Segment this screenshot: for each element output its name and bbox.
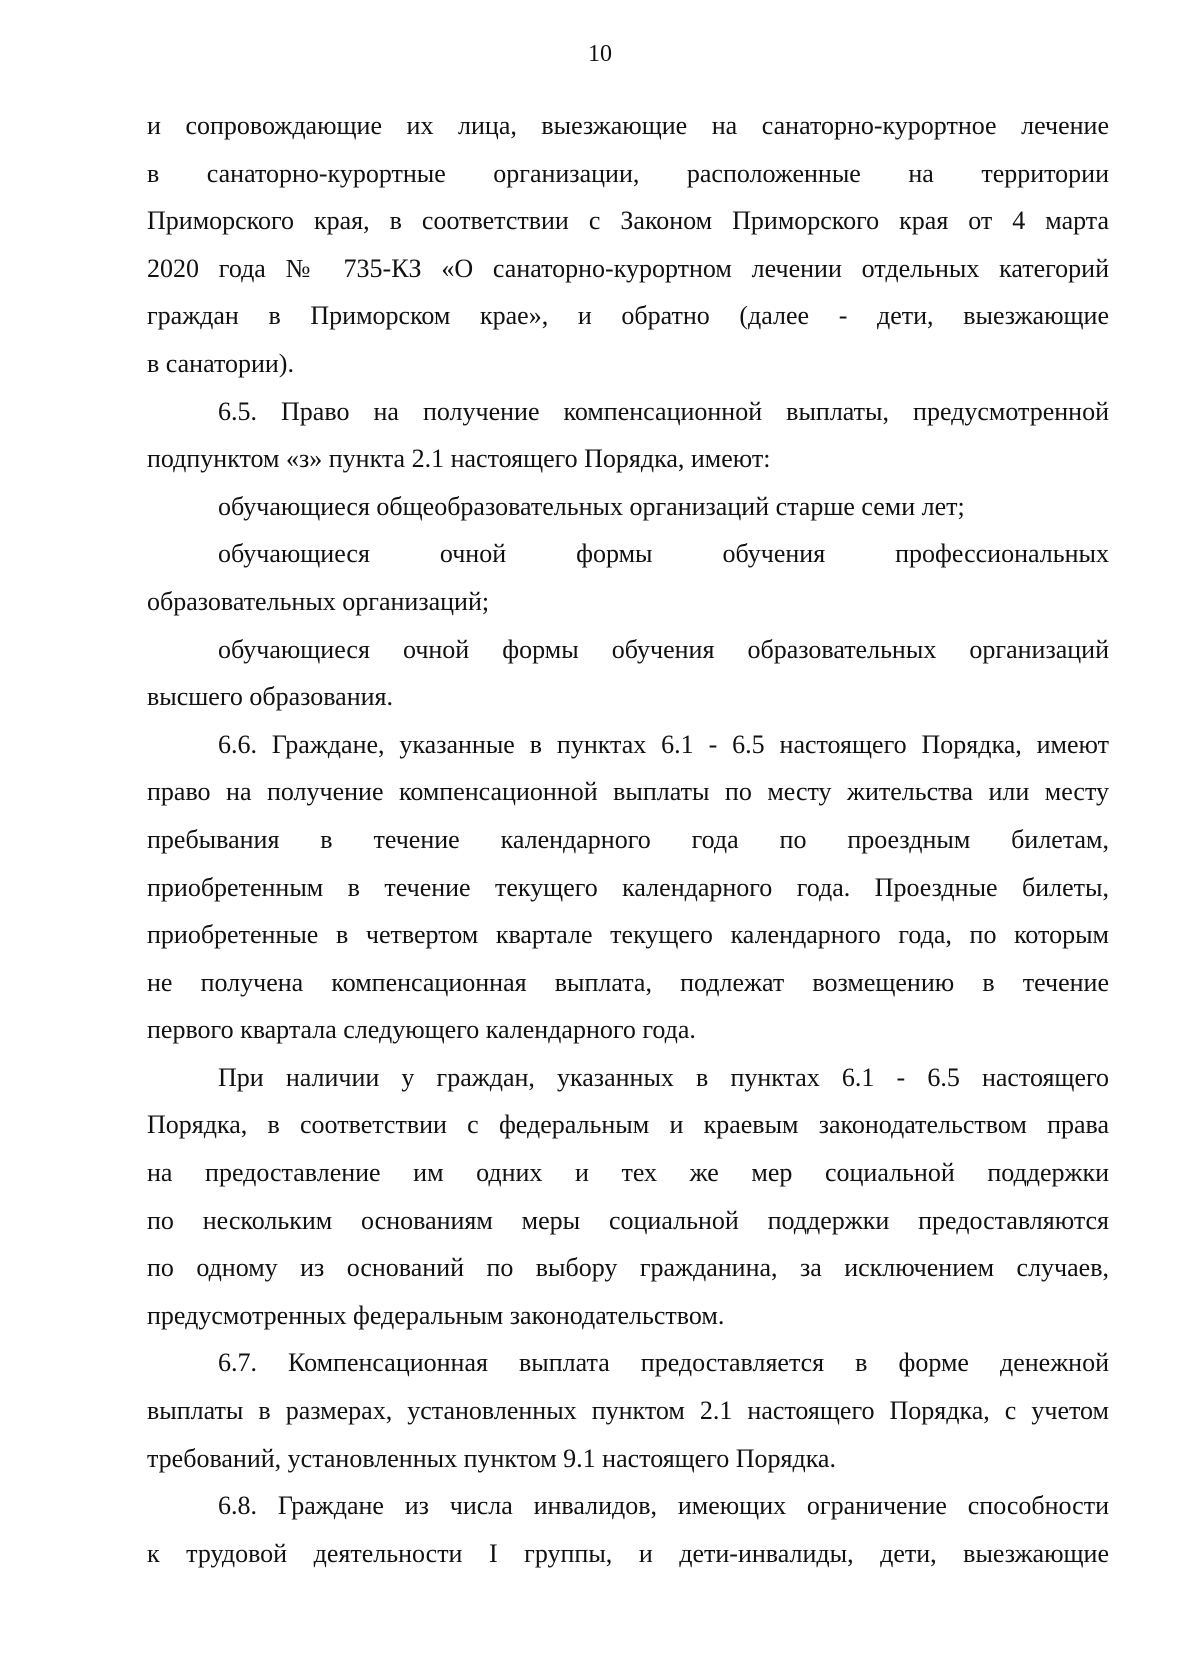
paragraph-6-5 (147, 388, 1109, 483)
text-line: не получена компенсационная выплата, подлежат возмещению в течение (147, 967, 1109, 997)
text-line: право на получение компенсационной выплаты по месту жительства или месту (147, 777, 1109, 807)
paragraph-general-education-students (147, 483, 1109, 531)
text-line: обучающиеся очной формы обучения профессиональных (218, 539, 1109, 569)
paragraph-6-6 (147, 721, 1109, 1054)
text-line: граждан в Приморском крае», и обратно (далее - дети, выезжающие (147, 301, 1109, 331)
paragraph-continuation (147, 102, 1109, 388)
text-line: 6.7. Компенсационная выплата предоставляется в форме денежной (218, 1348, 1109, 1378)
text-line: в санаторно-курортные организации, расположенные на территории (147, 158, 1109, 188)
text-line: пребывания в течение календарного года по проездным билетам, (147, 824, 1109, 854)
text-line: к трудовой деятельности I группы, и дети-инвалиды, дети, выезжающие (147, 1538, 1109, 1568)
text-line: требований, установленных пунктом 9.1 настоящего Порядка. (147, 1443, 836, 1473)
text-line: предусмотренных федеральным законодательством. (147, 1300, 725, 1330)
text-line: по одному из оснований по выбору гражданина, за исключением случаев, (147, 1253, 1109, 1283)
text-line: обучающиеся общеобразовательных организаций старше семи лет; (218, 491, 965, 521)
text-line: приобретенным в течение текущего календарного года. Проездные билеты, (147, 872, 1109, 902)
document-body (147, 102, 1109, 1577)
paragraph-multiple-grounds (147, 1054, 1109, 1340)
text-line: в санатории). (147, 348, 294, 378)
text-line: Приморского края, в соответствии с Законом Приморского края от 4 марта (147, 206, 1109, 236)
text-line: 6.8. Граждане из числа инвалидов, имеющих ограничение способности (218, 1491, 1109, 1521)
text-line: выплаты в размерах, установленных пунктом 2.1 настоящего Порядка, с учетом (147, 1396, 1109, 1426)
text-line: первого квартала следующего календарного года. (147, 1015, 696, 1045)
text-line: обучающиеся очной формы обучения образовательных организаций (218, 634, 1109, 664)
text-line: 6.6. Граждане, указанные в пунктах 6.1 - 6.5 настоящего Порядка, имеют (218, 729, 1109, 759)
text-line: При наличии у граждан, указанных в пунктах 6.1 - 6.5 настоящего (218, 1062, 1109, 1092)
text-line: по нескольким основаниям меры социальной поддержки предоставляются (147, 1205, 1109, 1235)
paragraph-6-7 (147, 1339, 1109, 1482)
text-line: высшего образования. (147, 682, 394, 712)
page-number: 10 (588, 41, 612, 67)
paragraph-vocational-students (147, 530, 1109, 625)
paragraph-6-8 (147, 1482, 1109, 1577)
text-line: приобретенные в четвертом квартале текущего календарного года, по которым (147, 920, 1109, 950)
text-line: на предоставление им одних и тех же мер социальной поддержки (147, 1158, 1109, 1188)
text-line: и сопровождающие их лица, выезжающие на санаторно-курортное лечение (147, 111, 1109, 140)
text-line: Порядка, в соответствии с федеральным и краевым законодательством права (147, 1110, 1109, 1140)
text-line: образовательных организаций; (147, 586, 490, 616)
text-line: 2020 года № 735-КЗ «О санаторно-курортном лечении отдельных категорий (147, 253, 1109, 283)
text-line: подпунктом «з» пункта 2.1 настоящего Порядка, имеют: (147, 444, 771, 474)
text-line: 6.5. Право на получение компенсационной выплаты, предусмотренной (218, 396, 1109, 426)
paragraph-higher-education-students (147, 626, 1109, 721)
